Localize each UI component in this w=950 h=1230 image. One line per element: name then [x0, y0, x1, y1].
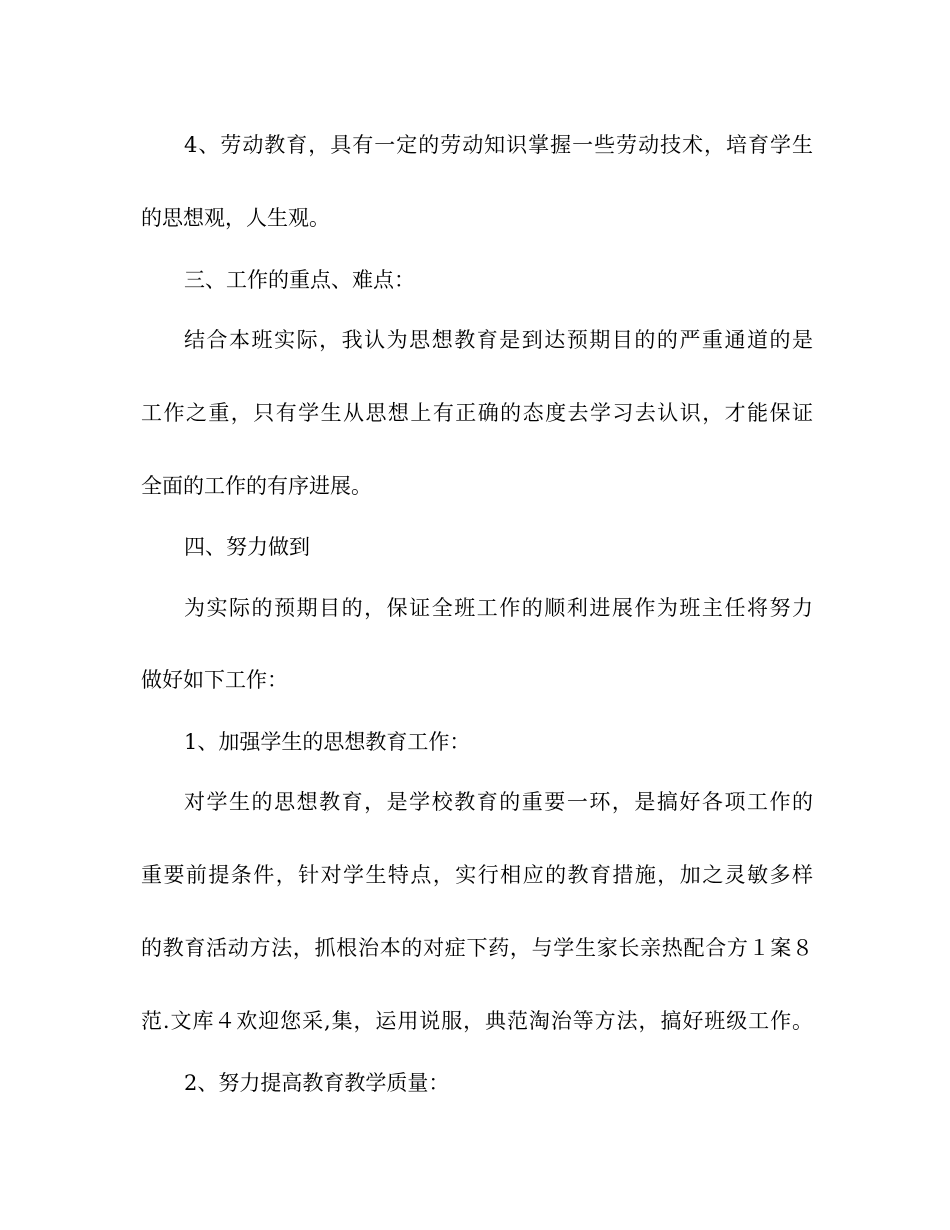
paragraph-line: 为实际的预期目的，保证全班工作的顺利进展作为班主任将努力 — [184, 596, 813, 620]
paragraph-line: 做好如下工作： — [141, 668, 288, 692]
subsection-heading: 1、加强学生的思想教育工作： — [184, 730, 471, 754]
section-heading: 四、努力做到 — [184, 535, 310, 559]
paragraph-line: 对学生的思想教育，是学校教育的重要一环，是搞好各项工作的 — [184, 790, 813, 814]
paragraph-line: 结合本班实际，我认为思想教育是到达预期目的的严重通道的是 — [184, 328, 813, 352]
paragraph-line: 重要前提条件，针对学生特点，实行相应的教育措施，加之灵敏多样 — [141, 863, 813, 887]
paragraph-line: 全面的工作的有序进展。 — [141, 474, 372, 498]
subsection-heading: 2、努力提高教育教学质量： — [184, 1071, 450, 1095]
paragraph-line: 4、劳动教育，具有一定的劳动知识掌握一些劳动技术，培育学生 — [184, 133, 813, 157]
section-heading: 三、工作的重点、难点： — [184, 268, 415, 292]
paragraph-line: 的教育活动方法，抓根治本的对症下药，与学生家长亲热配合方１案８ — [141, 936, 813, 960]
paragraph-line: 的思想观，人生观。 — [141, 206, 330, 230]
paragraph-line: 工作之重，只有学生从思想上有正确的态度去学习去认识，才能保证 — [141, 401, 813, 425]
paragraph-line: 范.文库４欢迎您采,集，运用说服，典范淘治等方法，搞好班级工作。 — [141, 1009, 813, 1033]
